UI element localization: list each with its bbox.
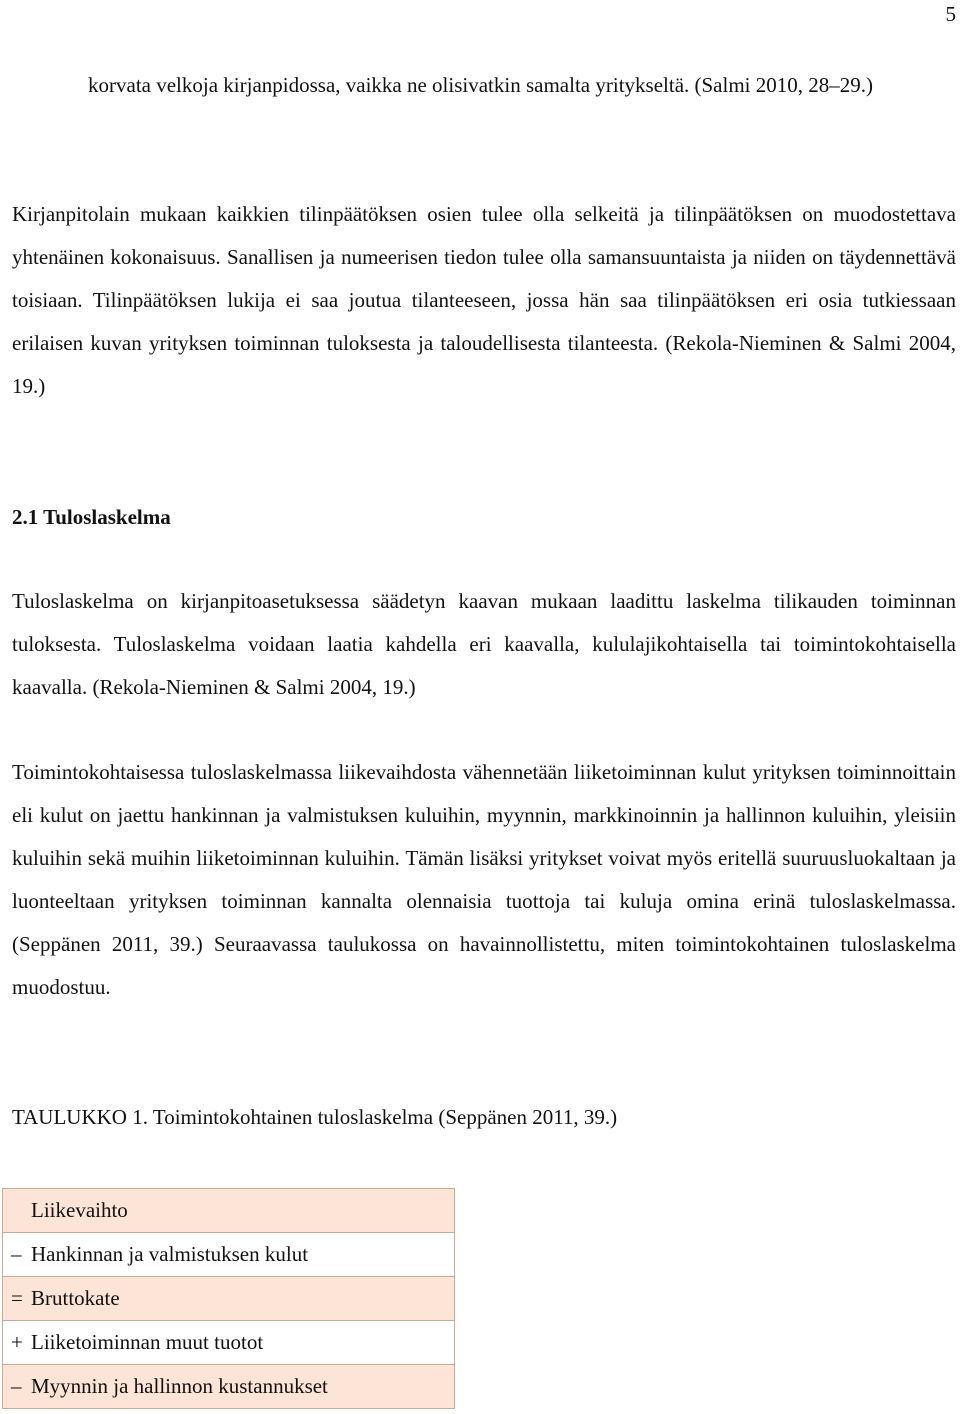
paragraph-tuloslaskelma: Tuloslaskelma on kirjanpitoasetuksessa säädetyn kaavan mukaan laadittu laskelma tilikauden toiminnan tuloksesta. Tuloslaskelma voidaan laatia kahdella eri kaavalla, kululajikohtaisella tai toimintokohtaisella kaavalla. (Rekola-Nieminen & Salmi 2004, 19.) bbox=[12, 589, 956, 699]
row-label: Myynnin ja hallinnon kustannukset bbox=[31, 1374, 328, 1398]
row-label: Hankinnan ja valmistuksen kulut bbox=[31, 1242, 309, 1266]
row-sign: = bbox=[11, 1286, 23, 1310]
row-sign: + bbox=[11, 1330, 23, 1354]
table-row bbox=[3, 1277, 455, 1321]
page-number: 5 bbox=[945, 2, 956, 26]
row-sign: – bbox=[11, 1242, 22, 1266]
table-row bbox=[3, 1321, 455, 1365]
table-row bbox=[3, 1233, 455, 1277]
table-caption: TAULUKKO 1. Toimintokohtainen tuloslaskelma (Seppänen 2011, 39.) bbox=[12, 1105, 618, 1129]
row-label: Liikevaihto bbox=[31, 1198, 128, 1222]
table-cell bbox=[3, 1277, 455, 1321]
paragraph-toimintokohtainen: Toimintokohtaisessa tuloslaskelmassa liikevaihdosta vähennetään liiketoiminnan kulut yrityksen toiminnoittain eli kulut on jaettu hankinnan ja valmistuksen kuluihin, myynnin, markkinoinnin ja hallinnon kuluihin, yleisiin kuluihin sekä muihin liiketoiminnan kuluihin. Tämän lisäksi yritykset voivat myös eritellä suuruusluokaltaan ja luonteeltaan yrityksen toiminnan kannalta olennaisia tuottoja tai kuluja omina erinä tuloslaskelmassa. (Seppänen 2011, 39.) Seuraavassa taulukossa on havainnollistettu, miten toimintokohtainen tuloslaskelma muodostuu. bbox=[12, 760, 956, 999]
table-cell bbox=[3, 1365, 455, 1409]
income-statement-table bbox=[2, 1188, 455, 1409]
section-heading: 2.1 Tuloslaskelma bbox=[12, 505, 171, 529]
table-cell bbox=[3, 1233, 455, 1277]
table-cell bbox=[3, 1189, 455, 1233]
row-label: Bruttokate bbox=[31, 1286, 120, 1310]
paragraph-kirjanpitolaki: Kirjanpitolain mukaan kaikkien tilinpäätöksen osien tulee olla selkeitä ja tilinpäätöksen on muodostettava yhtenäinen kokonaisuus. Sanallisen ja numeerisen tiedon tulee olla samansuuntaista ja niiden on täydennettävä toisiaan. Tilinpäätöksen lukija ei saa joutua tilanteeseen, jossa hän saa tilinpäätöksen eri osia tutkiessaan erilaisen kuvan yrityksen toiminnan tuloksesta ja taloudellisesta tilanteesta. (Rekola-Nieminen & Salmi 2004, 19.) bbox=[12, 202, 956, 398]
paragraph-continuation: korvata velkoja kirjanpidossa, vaikka ne olisivatkin samalta yritykseltä. (Salmi 2010, 28–29.) bbox=[88, 73, 873, 97]
table-row bbox=[3, 1365, 455, 1409]
row-label: Liiketoiminnan muut tuotot bbox=[31, 1330, 264, 1354]
table-row bbox=[3, 1189, 455, 1233]
table-cell bbox=[3, 1321, 455, 1365]
row-sign: – bbox=[11, 1374, 22, 1398]
